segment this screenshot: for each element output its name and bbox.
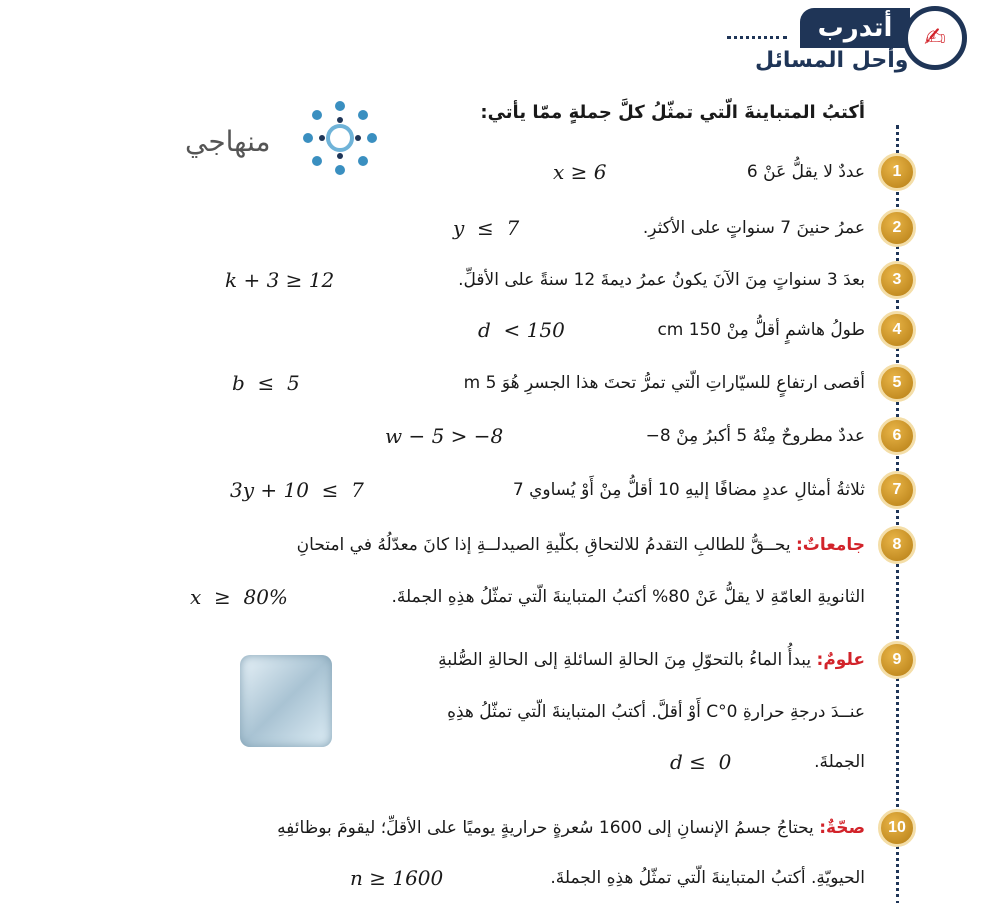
answer-inequality: k + 3 ≥ 12: [225, 268, 335, 292]
problem-number-badge: 8: [878, 526, 916, 564]
problem-line: عنــدَ درجةِ حرارةِ 0°C أَوْ أقلَّ. أكتبُ المتباينةَ الّتي تمثّلُ هذِهِ: [447, 702, 865, 722]
problem-number-badge: 6: [878, 417, 916, 455]
problem-text: [391, 585, 865, 609]
hand-writing-icon: ✍: [903, 6, 967, 70]
problem-line: طولُ هاشمٍ أقلُّ مِنْ 150 cm: [657, 320, 865, 340]
header-title: أتدرب: [800, 8, 910, 48]
problem-text: [464, 371, 865, 395]
problem-line: الحيويّةِ. أكتبُ المتباينةَ الّتي تمثّلُ هذِهِ الجملةَ.: [550, 868, 865, 888]
problem-text: [277, 816, 865, 840]
problem-text: [550, 866, 865, 890]
answer-inequality: x ≥ 6: [553, 160, 607, 184]
problem-number-badge: 2: [878, 209, 916, 247]
problem-line: يحــقُّ للطالبِ التقدمُ للالتحاقِ بكلّيةِ الصيدلــةِ إذا كانَ معدّلُهُ في امتحانِ: [296, 535, 791, 555]
problem-text: [657, 318, 865, 342]
answer-inequality: b ≤ 5: [232, 371, 300, 395]
problem-line: الثانويةِ العامّةِ لا يقلُّ عَنْ 80% أكتبُ المتباينةَ الّتي تمثّلُ هذِهِ الجملةَ.: [391, 587, 865, 607]
problem-number-badge: 9: [878, 641, 916, 679]
problem-line: الجملةَ.: [814, 752, 865, 772]
answer-inequality: d < 150: [478, 318, 565, 342]
topic-label: جامعاتٌ:: [795, 535, 865, 555]
problem-text: [297, 533, 865, 557]
problem-line: يحتاجُ جسمُ الإنسانِ إلى 1600 سُعرةٍ حراريةٍ يوميًا على الأقلِّ؛ ليقومَ بوظائفِهِ: [277, 818, 814, 838]
header-dots: [727, 36, 787, 39]
topic-label: صحّةٌ:: [819, 818, 865, 838]
problem-line: عمرُ حنينَ 7 سنواتٍ على الأكثرِ.: [642, 218, 865, 238]
problem-number-badge: 1: [878, 153, 916, 191]
problem-line: بعدَ 3 سنواتٍ مِنَ الآنَ يكونُ عمرُ ديمةَ 12 سنةً على الأقلِّ.: [458, 270, 865, 290]
problem-text: [747, 160, 865, 184]
problem-line: عددٌ لا يقلُّ عَنْ 6: [746, 162, 865, 182]
problem-text: [438, 648, 865, 672]
instruction: أكتبُ المتباينةَ الّتي تمثّلُ كلَّ جملةٍ ممّا يأتي:: [480, 102, 865, 123]
problem-number-badge: 4: [878, 311, 916, 349]
problem-text: [643, 216, 865, 240]
answer-inequality: n ≥ 1600: [350, 866, 444, 890]
problem-number-badge: 3: [878, 261, 916, 299]
problem-text: [646, 424, 865, 448]
answer-inequality: y ≤ 7: [453, 216, 520, 240]
problem-number-badge: 5: [878, 364, 916, 402]
ice-cube-image: [240, 655, 332, 747]
problem-text: [458, 268, 865, 292]
logo-text: منهاجي: [185, 125, 271, 158]
problem-text: [814, 750, 865, 774]
problem-line: يبدأُ الماءُ بالتحوّلِ مِنَ الحالةِ السائلةِ إلى الحالةِ الصُّلبةِ: [438, 650, 812, 670]
problem-line: عددٌ مطروحٌ مِنْهُ 5 أكبرُ مِنْ 8−: [645, 426, 865, 446]
problem-text: [447, 700, 865, 724]
header-subtitle: وأحل المسائل: [755, 48, 909, 73]
problem-line: أقصى ارتفاعٍ للسيّاراتِ الّتي تمرُّ تحتَ هذا الجسرِ هُوَ 5 m: [463, 373, 865, 393]
problem-text: [513, 478, 865, 502]
answer-inequality: 3y + 10 ≤ 7: [230, 478, 364, 502]
problem-line: ثلاثةُ أمثالِ عددٍ مضافًا إليهِ 10 أقلُّ مِنْ أَوْ يُساوي 7: [512, 480, 865, 500]
answer-inequality: d ≤ 0: [670, 750, 732, 774]
answer-inequality: x ≥ 80%: [190, 585, 288, 609]
problem-number-badge: 10: [878, 809, 916, 847]
problem-number-badge: 7: [878, 471, 916, 509]
snowflake-people-icon: [300, 98, 380, 178]
topic-label: علومٌ:: [816, 650, 865, 670]
answer-inequality: w − 5 > −8: [385, 424, 504, 448]
